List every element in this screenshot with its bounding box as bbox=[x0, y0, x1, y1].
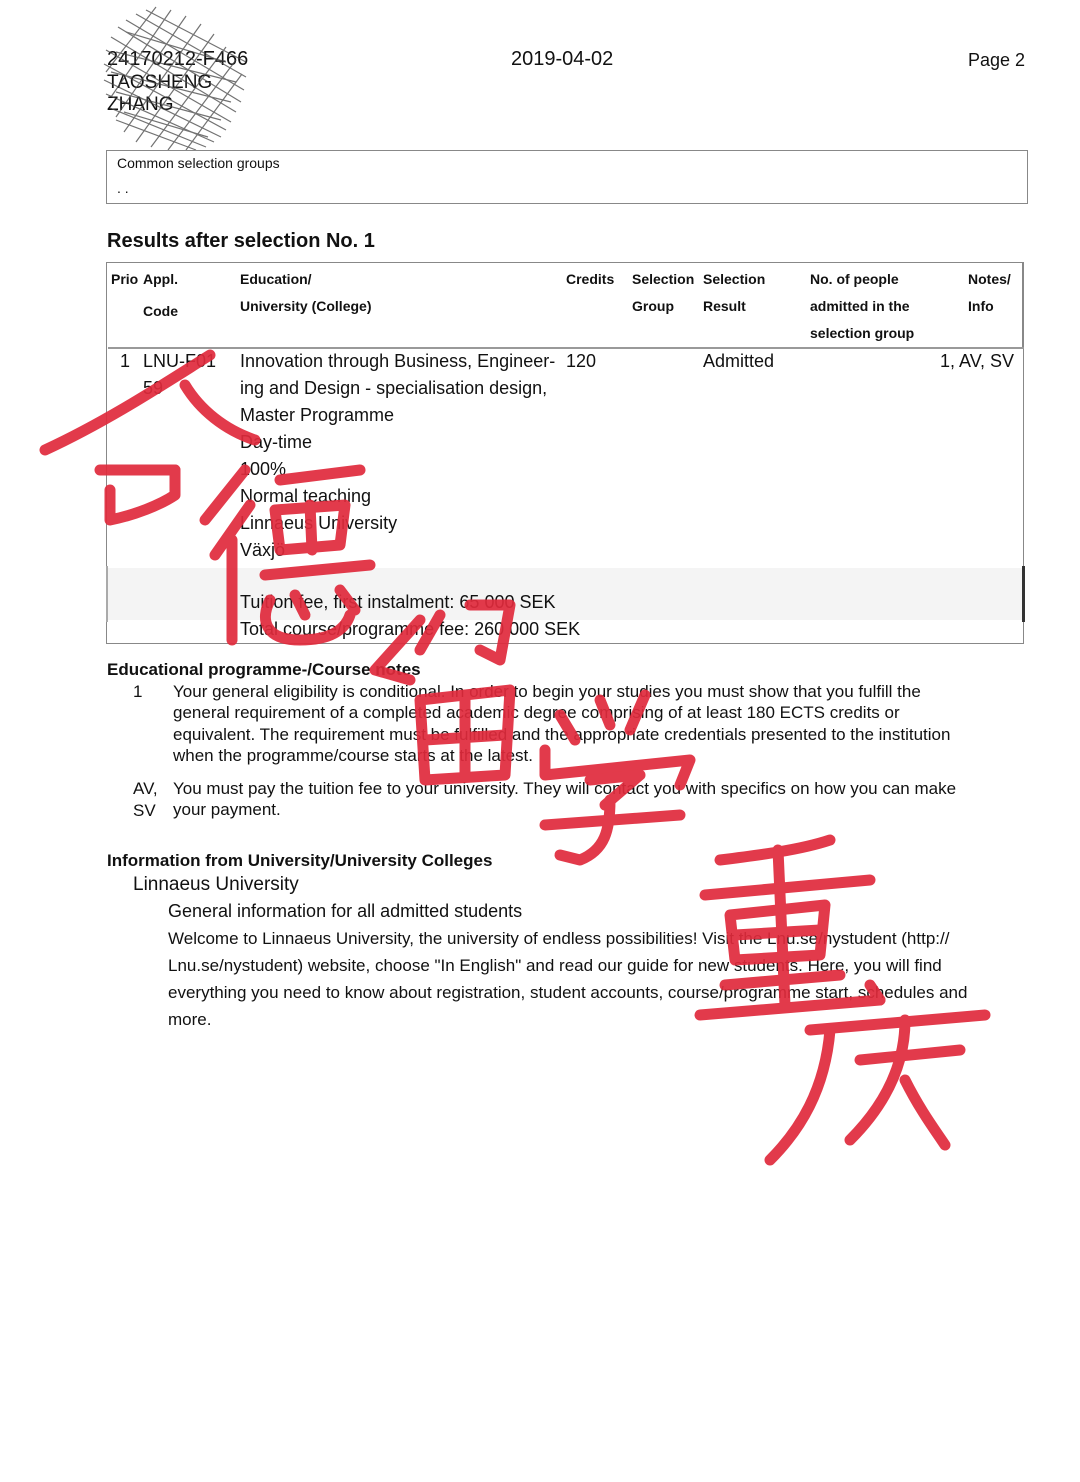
col-selection-result: Selection bbox=[703, 271, 766, 287]
document-id: 24170212-F466 bbox=[107, 48, 249, 70]
common-selection-label: Common selection groups bbox=[117, 155, 280, 171]
col-university: University (College) bbox=[240, 298, 372, 314]
note-line: general requirement of a completed academic degree comprising of at least 180 ECTS credits or bbox=[173, 703, 900, 722]
col-prio: Prio bbox=[111, 271, 139, 287]
col-appl: Appl. bbox=[143, 271, 178, 287]
row-code: LNU-F01 bbox=[143, 351, 217, 371]
info-subtitle: General information for all admitted students bbox=[168, 901, 523, 921]
info-line: Lnu.se/nystudent) website, choose "In English" and read our guide for new students. Here, you will find bbox=[168, 956, 942, 975]
note-key: 1 bbox=[133, 682, 143, 701]
table-footer-band-right bbox=[1022, 566, 1025, 622]
row-prio: 1 bbox=[120, 351, 131, 371]
info-university: Linnaeus University bbox=[133, 874, 299, 895]
table-right-border bbox=[1022, 262, 1023, 347]
page-number: Page 2 bbox=[968, 50, 1026, 70]
col-people: No. of people bbox=[810, 271, 899, 287]
col-selection-result-2: Result bbox=[703, 298, 746, 314]
note-line: equivalent. The requirement must be fulfilled and the appropriate credentials presented to the institution bbox=[173, 725, 951, 744]
row-credits: 120 bbox=[566, 351, 597, 371]
row-education-line: Växjö bbox=[240, 540, 286, 560]
results-title: Results after selection No. 1 bbox=[107, 230, 375, 252]
row-tuition-total: Total course/programme fee: 260 000 SEK bbox=[240, 619, 581, 639]
col-notes: Notes/ bbox=[968, 271, 1011, 287]
note-key: AV, bbox=[133, 779, 158, 798]
row-tuition-first: Tuition fee, first instalment: 65 000 SEK bbox=[240, 592, 556, 612]
col-education: Education/ bbox=[240, 271, 312, 287]
row-education-line: Innovation through Business, Engineer- bbox=[240, 351, 556, 371]
note-line: Your general eligibility is conditional. In order to begin your studies you must show that you fulfill the bbox=[173, 682, 921, 701]
document-date: 2019-04-02 bbox=[511, 48, 614, 70]
info-title: Information from University/University Colleges bbox=[107, 851, 493, 870]
row-result: Admitted bbox=[703, 351, 775, 371]
note-line: You must pay the tuition fee to your university. They will contact you with specifics on how you can make bbox=[173, 779, 957, 798]
redaction-scribble bbox=[96, 2, 256, 152]
common-selection-value: . . bbox=[117, 180, 129, 196]
col-people-2: admitted in the bbox=[810, 298, 910, 314]
row-education-line: Master Programme bbox=[240, 405, 395, 425]
row-education-line: Linnaeus University bbox=[240, 513, 398, 533]
notes-title: Educational programme-/Course notes bbox=[107, 660, 421, 679]
row-education-line: ing and Design - specialisation design, bbox=[240, 378, 548, 398]
note-key: SV bbox=[133, 801, 156, 820]
col-people-3: selection group bbox=[810, 325, 915, 341]
row-education-line: Day-time bbox=[240, 432, 313, 452]
col-selection-group: Selection bbox=[632, 271, 695, 287]
col-selection-group-2: Group bbox=[632, 298, 674, 314]
row-code-2: 59 bbox=[143, 378, 164, 398]
row-notes: 1, AV, SV bbox=[940, 351, 1015, 371]
col-code: Code bbox=[143, 303, 178, 319]
note-line: your payment. bbox=[173, 800, 281, 819]
note-line: when the programme/course starts at the latest. bbox=[173, 746, 534, 765]
applicant-name: TAOSHENG ZHANG bbox=[107, 72, 213, 115]
table-footer-band-left bbox=[106, 566, 108, 622]
row-education-line: Normal teaching bbox=[240, 486, 372, 506]
row-education-line: 100% bbox=[240, 459, 287, 479]
info-line: Welcome to Linnaeus University, the university of endless possibilities! Visit the Lnu.se/nystudent (http:// bbox=[168, 929, 950, 948]
info-line: everything you need to know about registration, student accounts, course/programme start, schedules and bbox=[168, 983, 968, 1002]
col-info: Info bbox=[968, 298, 994, 314]
col-credits: Credits bbox=[566, 271, 615, 287]
info-line: more. bbox=[168, 1010, 212, 1029]
